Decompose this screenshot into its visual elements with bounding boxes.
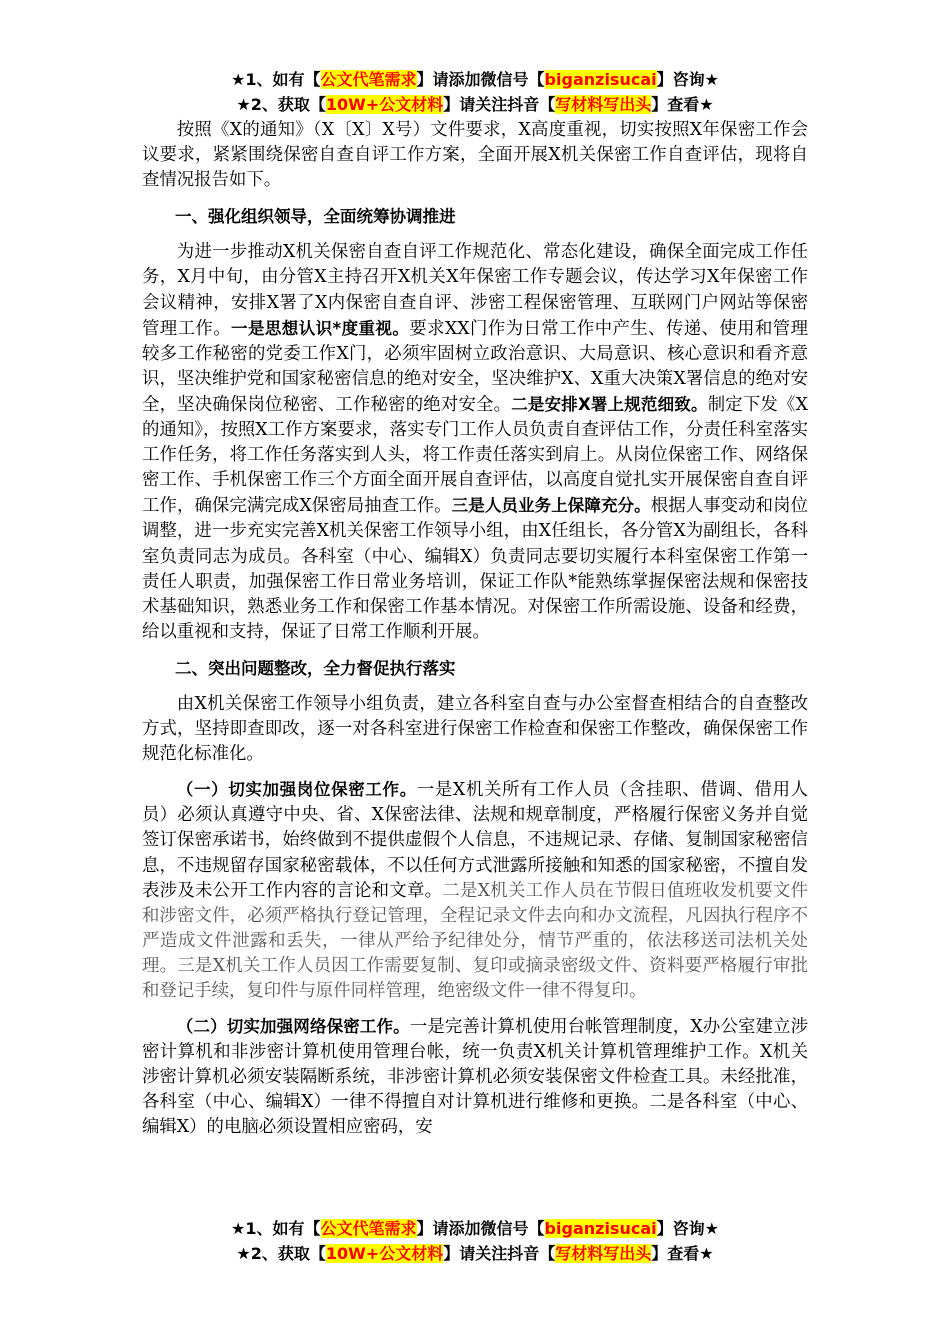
section-1-heading: 一、强化组织领导，全面统筹协调推进 (175, 207, 456, 227)
subsection-title: （一）切实加强岗位保密工作。 (176, 780, 417, 800)
section-1-paragraph (142, 240, 808, 645)
banner-text: 】查看★ (651, 95, 714, 114)
banner-highlight: 写材料写出头 (555, 95, 652, 114)
banner-text: 】请关注抖音【 (443, 95, 556, 114)
banner-text: ★2、获取【 (236, 1244, 326, 1263)
banner-text: 】查看★ (651, 1244, 714, 1263)
section-2-intro: 由X机关保密工作领导小组负责，建立各科室自查与办公室督查相结合的自查整改方式，坚持即查即改，逐一对各科室进行保密工作检查和保密工作整改，确保保密工作规范化标准化。 (142, 693, 808, 765)
bottom-promo-banner (142, 1216, 808, 1266)
paragraph-text: 一是完善计算机使用台帐管理制度，X办公室建立涉密计算机和非涉密计算机使用管理台帐，统一负责X机关计算机管理维护工作。X机关涉密计算机必须安装隔断系统，非涉密计算机必须安装保密文件检查工具。未经批准，各科室（中心、编辑X）一律不得擅自对计算机进行维修和更换。二是各科室（中心、编辑X）的电脑必须设置相应密码，安 (142, 1017, 808, 1138)
bold-lead: 三是人员业务上保障充分。 (451, 496, 651, 516)
banner-highlight: biganzisucai (544, 1219, 657, 1238)
banner-text: 】请添加微信号【 (416, 1219, 545, 1238)
banner-text: ★2、获取【 (236, 95, 326, 114)
banner-highlight: biganzisucai (544, 70, 657, 89)
banner-text: 】咨询★ (656, 70, 719, 89)
bold-lead: 一是思想认识*度重视。 (231, 318, 410, 338)
subsection-2-paragraph (142, 1014, 808, 1140)
banner-highlight: 10W+公文材料 (325, 1244, 444, 1263)
banner-text: 】请添加微信号【 (416, 70, 545, 89)
subsection-1-paragraph (142, 777, 808, 1004)
top-promo-banner (142, 67, 808, 117)
banner-highlight: 写材料写出头 (555, 1244, 652, 1263)
banner-line-1 (142, 67, 808, 92)
banner-highlight: 公文代笔需求 (320, 1219, 417, 1238)
banner-text: 】请关注抖音【 (443, 1244, 556, 1263)
banner-line-1 (142, 1216, 808, 1241)
document-body (142, 118, 808, 1141)
banner-text: ★1、如有【 (231, 70, 321, 89)
banner-highlight: 公文代笔需求 (320, 70, 417, 89)
bold-lead: 二是安排X署上规范细致。 (511, 394, 708, 414)
subsection-title: （二）切实加强网络保密工作。 (176, 1017, 410, 1037)
paragraph-text-gray: 二是X机关工作人员在节假日值班收发机要文件和涉密文件，必须严格执行登记管理，全程记录文件去向和办文流程，凡因执行程序不严造成文件泄露和丢失，一律从严给予纪律处分，情节严重的，依法移送司法机关处理。三是X机关工作人员因工作需要复制、复印或摘录密级文件、资料要严格履行审批和登记手续，复印件与原件同样管理，绝密级文件一律不得复印。 (142, 880, 808, 1001)
paragraph-text: 根据人事变动和岗位调整，进一步充实完善X机关保密工作领导小组，由X任组长，各分管X为副组长，各科室负责同志为成员。各科室（中心、编辑X）负责同志要切实履行本科室保密工作第一责任人职责，加强保密工作日常业务培训，保证工作队*能熟练掌握保密法规和保密技术基础知识，熟悉业务工作和保密工作基本情况。对保密工作所需设施、设备和经费，给以重视和支持，保证了日常工作顺利开展。 (142, 496, 808, 642)
paragraph-text: 要求XX门作为日常工作中产生、传递、使用和管理较多工作秘密的党委工作X门，必须牢固树立政治意识、大局意识、核心意识和看齐意识，坚决维护党和国家秘密信息的绝对安全，坚决维护X、X重大决策X署信息的绝对安全，坚决确保岗位秘密、工作秘密的绝对安全。 (142, 318, 808, 415)
banner-line-2 (142, 92, 808, 117)
paragraph-text: 为进一步推动X机关保密自查自评工作规范化、常态化建设，确保全面完成工作任务，X月中旬，由分管X主持召开X机关X年保密工作专题会议，传达学习X年保密工作会议精神，安排X署了X内保密自查自评、涉密工程保密管理、互联网门户网站等保密管理工作。 (142, 242, 808, 339)
banner-text: ★1、如有【 (231, 1219, 321, 1238)
banner-text: 】咨询★ (656, 1219, 719, 1238)
paragraph-text: 一是X机关所有工作人员（含挂职、借调、借用人员）必须认真遵守中央、省、X保密法律、法规和规章制度，严格履行保密义务并自觉签订保密承诺书，始终做到不提供虚假个人信息，不违规记录、存储、复制国家秘密信息，不违规留存国家秘密载体，不以任何方式泄露所接触和知悉的国家秘密，不擅自发表涉及未公开工作内容的言论和文章。 (142, 780, 808, 901)
banner-line-2 (142, 1241, 808, 1266)
section-2-heading: 二、突出问题整改，全力督促执行落实 (175, 658, 456, 678)
banner-highlight: 10W+公文材料 (325, 95, 444, 114)
paragraph-text: 制定下发《X的通知》，按照X工作方案要求，落实专门工作人员负责自查评估工作，分责任科室落实工作任务，将工作任务落实到人头，将工作责任落实到肩上。从岗位保密工作、网络保密工作、手机保密工作三个方面全面开展自查评估，以高度自觉扎实开展保密自查自评工作，确保完满完成X保密局抽查工作。 (142, 394, 808, 517)
intro-paragraph: 按照《X的通知》（X〔X〕X号）文件要求，X高度重视，切实按照X年保密工作会议要求，紧紧围绕保密自查自评工作方案，全面开展X机关保密工作自查评估，现将自查情况报告如下。 (142, 120, 808, 191)
